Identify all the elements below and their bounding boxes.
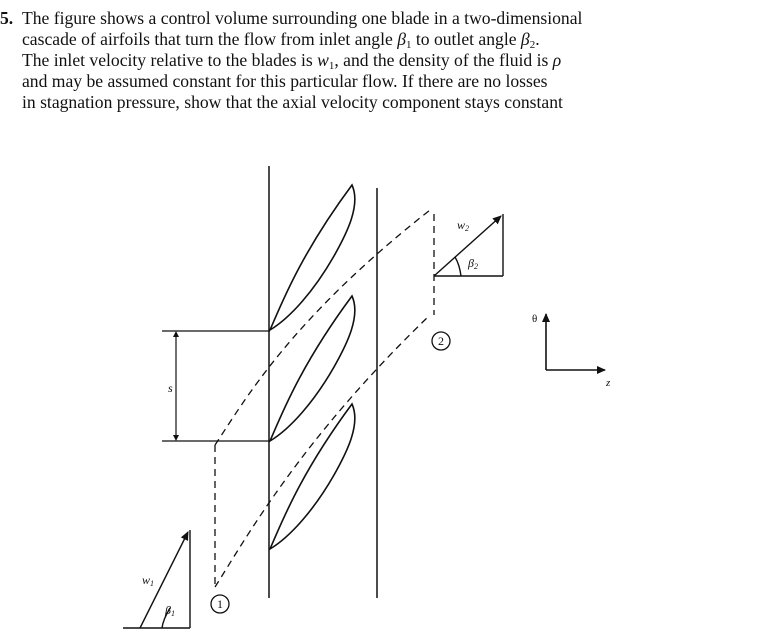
w1-symbol: w (317, 50, 329, 70)
beta2-label-symbol: β (468, 256, 474, 270)
w2-label-subscript: 2 (465, 224, 470, 233)
beta2-symbol: β (520, 29, 530, 49)
blade-group (270, 185, 355, 549)
w1-label-symbol: w (142, 573, 151, 587)
beta1-label-subscript: 1 (170, 609, 175, 618)
z-axis-label: z (606, 377, 611, 389)
problem-line-3-a: The inlet velocity relative to the blades is (22, 50, 318, 70)
control-volume-upper-boundary (215, 210, 430, 445)
w1-label (142, 573, 154, 588)
theta-axis-label: θ (532, 313, 538, 325)
problem-line-2-c: . (535, 29, 540, 49)
cascade-walls (269, 166, 377, 598)
w1-label-subscript: 1 (150, 579, 155, 588)
problem-line-2-a: cascade of airfoils that turn the flow from inlet angle (22, 29, 398, 49)
beta2-label-subscript: 2 (473, 262, 478, 271)
beta2-label (467, 256, 478, 271)
beta2-subscript: 2 (529, 39, 536, 51)
w2-label-symbol: w (457, 218, 466, 232)
pitch-dimension (162, 331, 270, 441)
beta1-label-symbol: β (165, 603, 171, 617)
w1-subscript: 1 (328, 60, 335, 72)
problem-number: 5. (0, 8, 14, 28)
w2-label (457, 218, 469, 233)
beta1-symbol: β (397, 29, 406, 49)
beta1-label (164, 603, 175, 618)
lower-blade (270, 404, 355, 549)
problem-line-5-text: in stagnation pressure, show that the axial velocity component stays constant (22, 92, 563, 112)
rho-symbol: ρ (552, 50, 562, 70)
beta1-subscript: 1 (405, 39, 412, 51)
middle-blade (270, 296, 355, 441)
problem-line-1-text: The figure shows a control volume surrounding one blade in a two-dimensional (22, 8, 583, 28)
coordinate-axes (546, 314, 605, 370)
problem-line-4-text: and may be assumed constant for this particular flow. If there are no losses (22, 71, 548, 91)
station-2-label: 2 (438, 334, 444, 348)
control-volume (215, 210, 434, 588)
problem-line-3-b: , and the density of the fluid is (334, 50, 553, 70)
control-volume-lower-boundary (215, 315, 430, 587)
inlet-velocity-triangle (123, 530, 190, 628)
station-1-label: 1 (217, 597, 223, 611)
beta2-arc (455, 257, 461, 276)
pitch-label: s (168, 381, 173, 395)
problem-line-2-b: to outlet angle (411, 29, 521, 49)
